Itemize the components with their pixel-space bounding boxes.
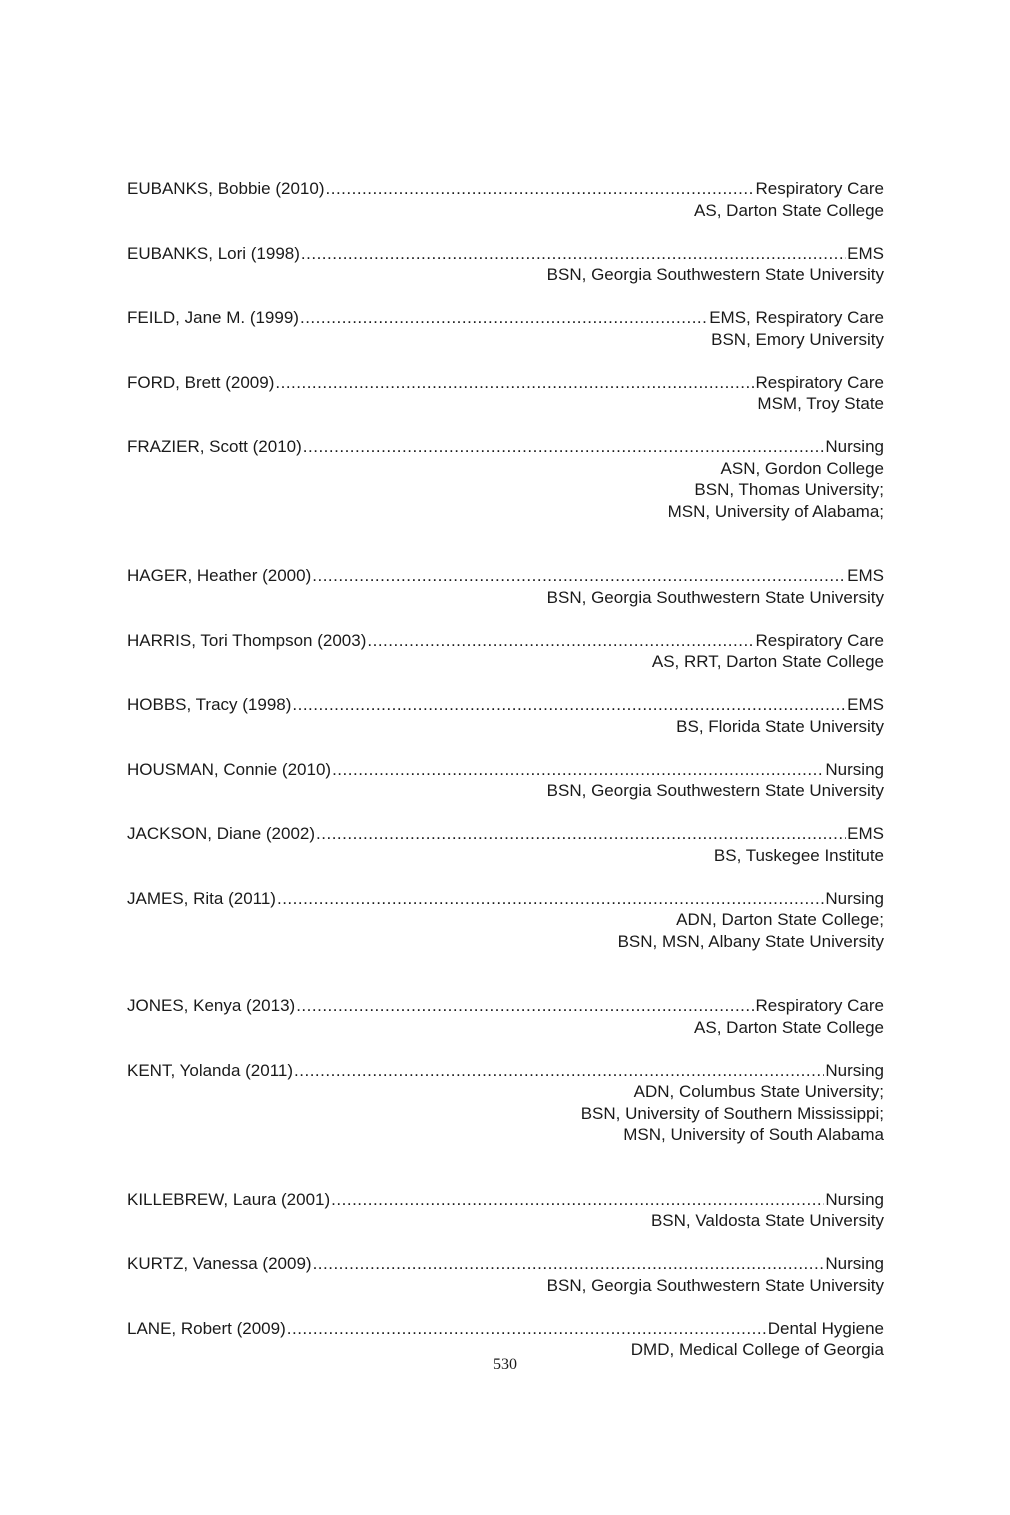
entry-heading (127, 565, 884, 587)
entry-heading (127, 995, 884, 1017)
directory-entry (127, 243, 884, 308)
dot-leader (331, 1189, 824, 1211)
directory-entry (127, 995, 884, 1060)
entry-credential: BS, Tuskegee Institute (713, 845, 884, 865)
entry-department: Nursing (825, 1254, 884, 1273)
directory-entry (127, 823, 884, 888)
entry-credential: ADN, Darton State College; (676, 910, 884, 929)
entry-credential: MSN, University of Alabama; (667, 501, 884, 521)
dot-leader (296, 995, 754, 1017)
dot-leader (294, 1060, 824, 1082)
dot-leader (326, 178, 755, 200)
directory-entry (127, 630, 884, 695)
entry-heading (127, 243, 884, 265)
entry-heading (127, 1060, 884, 1082)
entry-name: HOBBS, Tracy (1998) (127, 695, 292, 714)
dot-leader (312, 565, 846, 587)
entry-heading (127, 759, 884, 781)
dot-leader (313, 1253, 825, 1275)
dot-leader (332, 759, 824, 781)
entry-name: HARRIS, Tori Thompson (2003) (127, 630, 367, 650)
entry-department: Nursing (825, 437, 884, 456)
dot-leader (287, 1318, 767, 1340)
dot-leader (301, 243, 846, 265)
page-number: 530 (493, 1356, 517, 1373)
entry-credential: DMD, Medical College of Georgia (630, 1340, 884, 1359)
directory-entry (127, 888, 884, 996)
entry-credential: MSM, Troy State (757, 394, 884, 413)
entry-name: KENT, Yolanda (2011) (127, 1060, 294, 1080)
entry-department: Respiratory Care (755, 179, 884, 198)
entry-department: Respiratory Care (755, 996, 884, 1015)
entry-credential: BSN, Georgia Southwestern State University (546, 781, 884, 800)
entry-name: KILLEBREW, Laura (2001) (127, 1189, 331, 1209)
entry-credential: BSN, Georgia Southwestern State University (546, 1275, 884, 1295)
entry-credential: BSN, Thomas University; (694, 480, 884, 499)
entry-department: EMS (847, 824, 884, 843)
entry-name: JACKSON, Diane (2002) (127, 824, 316, 843)
directory-entry (127, 565, 884, 630)
entry-name: EUBANKS, Lori (1998) (127, 243, 300, 263)
entry-credential: MSN, University of South Alabama (623, 1125, 884, 1144)
entry-department: Respiratory Care (755, 372, 884, 392)
directory-entry (127, 307, 884, 372)
entry-heading (127, 1318, 884, 1340)
entry-department: Nursing (825, 1189, 884, 1209)
entry-heading (127, 823, 884, 845)
entry-name: JONES, Kenya (2013) (127, 996, 296, 1015)
entry-name: LANE, Robert (2009) (127, 1318, 286, 1338)
directory-entry (127, 178, 884, 243)
faculty-directory (127, 178, 884, 1382)
dot-leader (300, 307, 708, 329)
entry-credential: BSN, Georgia Southwestern State University (546, 587, 884, 607)
entry-name: FORD, Brett (2009) (127, 372, 275, 392)
entry-department: Nursing (825, 759, 884, 779)
entry-name: JAMES, Rita (2011) (127, 888, 276, 908)
entry-department: Dental Hygiene (767, 1318, 884, 1338)
entry-credential: BSN, MSN, Albany State University (617, 931, 884, 951)
entry-credential: BSN, Georgia Southwestern State University (546, 265, 884, 284)
entry-heading (127, 372, 884, 394)
entry-heading (127, 436, 884, 458)
entry-credential: BSN, Emory University (711, 329, 884, 349)
entry-department: Nursing (825, 1060, 884, 1080)
entry-name: FEILD, Jane M. (1999) (127, 308, 299, 327)
dot-leader (277, 888, 824, 910)
entry-credential: AS, Darton State College (694, 200, 884, 220)
entry-name: KURTZ, Vanessa (2009) (127, 1254, 312, 1273)
entry-credential: AS, Darton State College (694, 1017, 884, 1037)
entry-heading (127, 694, 884, 716)
directory-entry (127, 372, 884, 437)
entry-department: Nursing (825, 888, 884, 908)
dot-leader (367, 630, 754, 652)
entry-department: Respiratory Care (755, 630, 884, 650)
entry-name: HAGER, Heather (2000) (127, 566, 312, 585)
directory-entry (127, 759, 884, 824)
entry-department: EMS (847, 243, 884, 263)
directory-entry (127, 694, 884, 759)
dot-leader (275, 372, 754, 394)
directory-entry (127, 1189, 884, 1254)
directory-entry (127, 436, 884, 565)
entry-department: EMS (847, 566, 884, 585)
dot-leader (292, 694, 846, 716)
dot-leader (303, 436, 825, 458)
entry-credential: ADN, Columbus State University; (633, 1082, 884, 1101)
directory-entry (127, 1060, 884, 1189)
entry-department: EMS (847, 695, 884, 714)
entry-heading (127, 1189, 884, 1211)
entry-credential: ASN, Gordon College (720, 458, 884, 478)
entry-name: FRAZIER, Scott (2010) (127, 437, 302, 456)
entry-credential: BSN, University of Southern Mississippi; (580, 1103, 884, 1123)
entry-credential: AS, RRT, Darton State College (651, 652, 884, 671)
dot-leader (316, 823, 846, 845)
entry-heading (127, 888, 884, 910)
entry-department: EMS, Respiratory Care (709, 308, 884, 327)
entry-name: EUBANKS, Bobbie (2010) (127, 179, 325, 198)
directory-entry (127, 1253, 884, 1318)
entry-heading (127, 1253, 884, 1275)
entry-heading (127, 630, 884, 652)
entry-credential: BS, Florida State University (676, 716, 884, 736)
entry-heading (127, 178, 884, 200)
entry-credential: BSN, Valdosta State University (650, 1211, 884, 1230)
entry-name: HOUSMAN, Connie (2010) (127, 759, 332, 779)
entry-heading (127, 307, 884, 329)
